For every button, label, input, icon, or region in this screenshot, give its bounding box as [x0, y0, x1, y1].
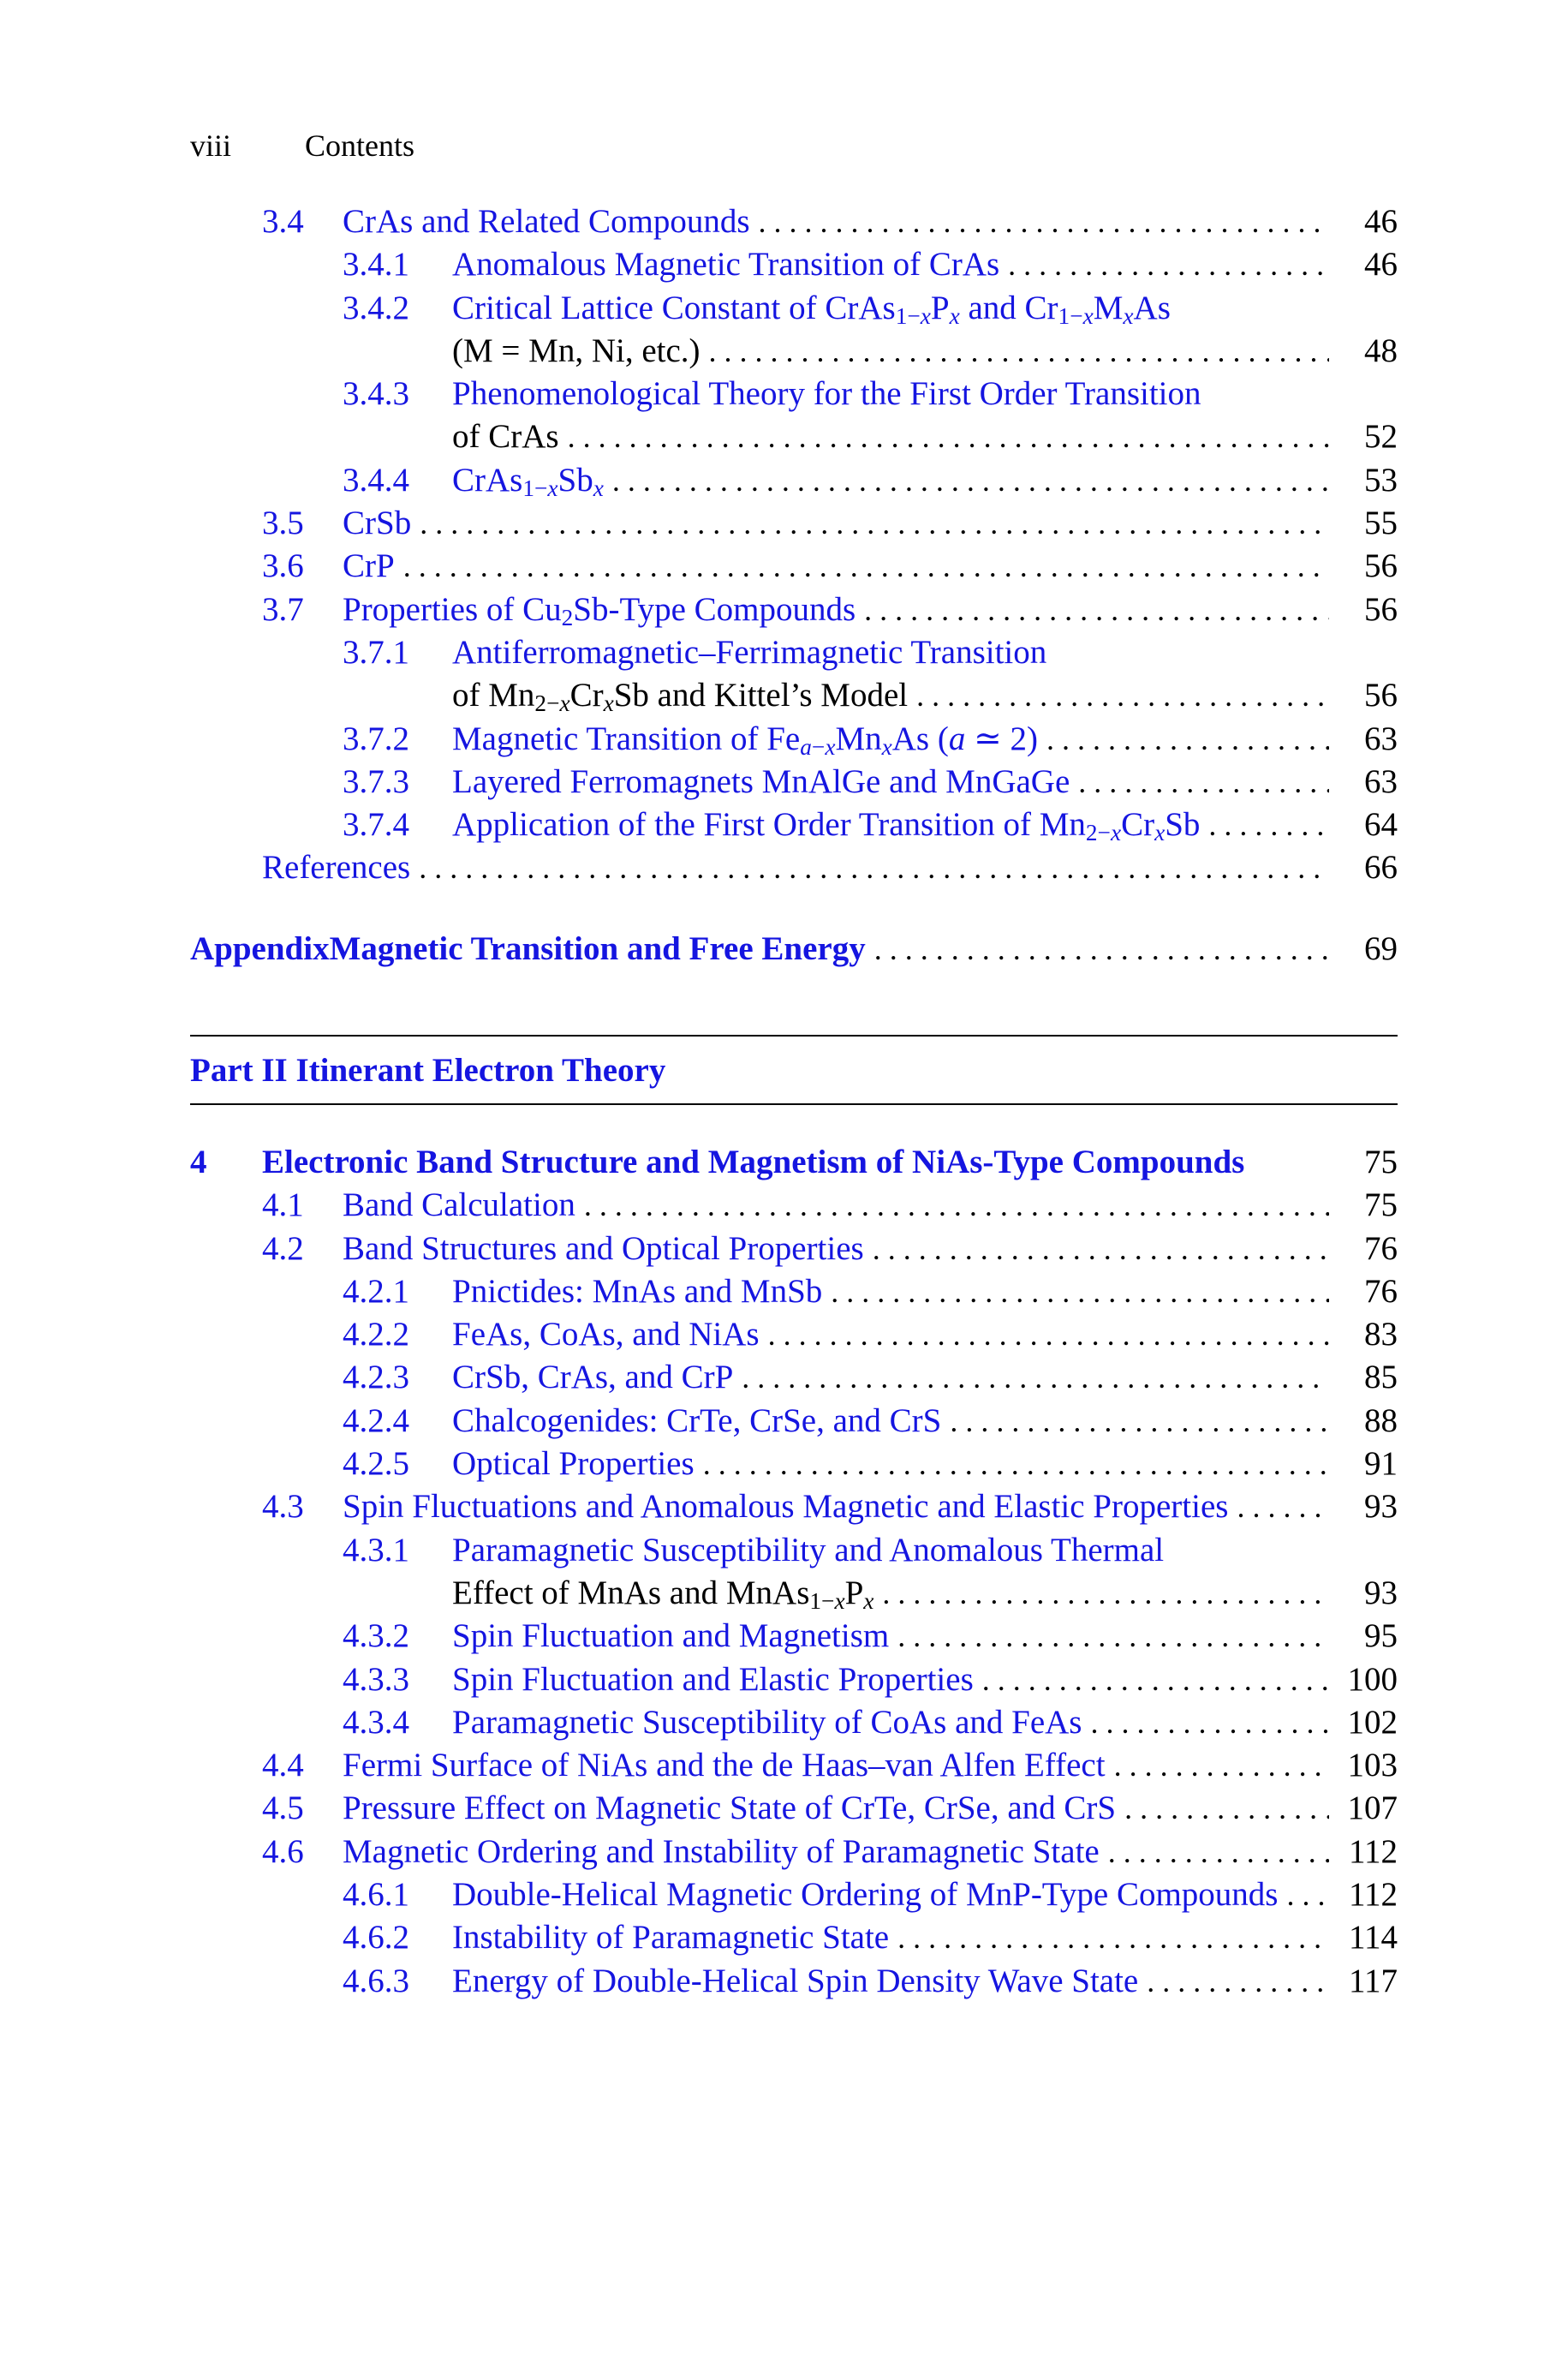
toc-entry-line [452, 1916, 1398, 1959]
leader-dots [1090, 1701, 1329, 1744]
toc-entry-page: 56 [1364, 590, 1398, 628]
toc-entry[interactable] [190, 1141, 1398, 1184]
leader-dots [1287, 1873, 1330, 1916]
toc-entry[interactable] [190, 846, 1398, 889]
toc-entry-line [452, 761, 1398, 804]
toc-entry-number: 4.6 [262, 1832, 304, 1870]
toc-entry-line [262, 846, 1398, 889]
toc-entry-title: Magnetic Transition of $Fe_{a-x}Mn_xAs$ (a ≃ 2) [452, 720, 1039, 760]
leader-dots [768, 1313, 1329, 1356]
toc-entry-line [452, 1701, 1398, 1744]
toc-entry-number: 3.7.1 [343, 633, 409, 671]
toc-entry-number: 3.4.4 [343, 461, 409, 499]
toc-entry-page: 102 [1347, 1703, 1398, 1741]
toc-entry-title: FeAs, CoAs, and NiAs [452, 1316, 760, 1353]
leader-dots [703, 1443, 1329, 1485]
leader-dots [709, 330, 1329, 373]
toc-entry[interactable] [190, 1313, 1398, 1356]
leader-dots [1008, 243, 1329, 286]
toc-entry-line [452, 1873, 1398, 1916]
toc-entry[interactable] [190, 1960, 1398, 2003]
toc-entry-number: 3.4.2 [343, 289, 409, 326]
appendix-title: Magnetic Transition and Free Energy [329, 930, 866, 967]
toc-entry[interactable] [190, 1228, 1398, 1270]
toc-entry-title: Instability of Paramagnetic State [452, 1919, 890, 1957]
toc-entry-title: Spin Fluctuations and Anomalous Magnetic and Elastic Properties [343, 1488, 1229, 1526]
leader-dots [982, 1658, 1329, 1701]
toc-entry-title: Effect of MnAs and $MnAs_{1-x}P_x$ [452, 1574, 874, 1614]
toc-entry[interactable] [190, 1443, 1398, 1485]
toc-entry-page: 93 [1364, 1574, 1398, 1611]
toc-entry[interactable] [190, 243, 1398, 286]
toc-entry-number: 3.7.4 [343, 806, 409, 844]
toc-entry-line [452, 243, 1398, 286]
toc-entry-number: 3.4.3 [343, 375, 409, 413]
toc-entry-line [452, 1400, 1398, 1443]
toc-entry[interactable] [190, 1184, 1398, 1227]
toc-entry[interactable] [190, 1831, 1398, 1873]
toc-entry[interactable] [190, 1658, 1398, 1701]
toc-entry-number: 3.7.3 [343, 762, 409, 800]
toc-entry[interactable] [190, 1400, 1398, 1443]
toc-entry-line [343, 1485, 1398, 1528]
toc-entry-line [452, 287, 1398, 330]
toc-entry-appendix[interactable] [190, 928, 1398, 971]
toc-entry[interactable] [190, 674, 1398, 717]
toc-entry-page: 114 [1348, 1919, 1398, 1957]
leader-dots [759, 200, 1329, 243]
leader-dots [873, 1228, 1329, 1270]
toc-entry-title: Critical Lattice Constant of $CrAs_{1-x}P_x$ and $Cr_{1-x}M_xAs$ [452, 289, 1171, 329]
leader-dots [1124, 1787, 1329, 1830]
toc-entry-title: of CrAs [452, 418, 559, 456]
toc-entry-page: 63 [1364, 720, 1398, 757]
toc-entry-number: 4.2.2 [343, 1316, 409, 1353]
toc-entry-page: 56 [1364, 547, 1398, 585]
toc-entry[interactable] [190, 373, 1398, 415]
toc-entry[interactable] [190, 330, 1398, 373]
toc-entry-title: Paramagnetic Susceptibility and Anomalous Thermal [452, 1531, 1165, 1568]
toc-entry-title: Anomalous Magnetic Transition of CrAs [452, 246, 1000, 284]
toc-entry-line [452, 1960, 1398, 2003]
toc-entry-page: 83 [1364, 1316, 1398, 1353]
toc-entry-number: 3.6 [262, 547, 304, 585]
leader-dots [584, 1184, 1329, 1227]
toc-entry-title: Spin Fluctuation and Elastic Properties [452, 1660, 974, 1698]
toc-entry-number: 4.1 [262, 1186, 304, 1224]
toc-entry-line [343, 1228, 1398, 1270]
toc-entry-title: Application of the First Order Transition of $Mn_{2-x}Cr_xSb$ [452, 806, 1201, 846]
toc-entry-line [452, 718, 1398, 761]
toc-entry-line [452, 459, 1398, 502]
toc-entry-title: Spin Fluctuation and Magnetism [452, 1617, 890, 1655]
appendix-page: 69 [1364, 930, 1398, 967]
leader-dots [1237, 1485, 1329, 1528]
toc-entry-page: 85 [1364, 1359, 1398, 1396]
toc-entry-line [452, 1270, 1398, 1313]
toc-entry[interactable] [190, 459, 1398, 502]
leader-dots [742, 1356, 1329, 1399]
toc-entry-title: Band Calculation [343, 1186, 575, 1224]
part-heading[interactable]: Part II Itinerant Electron Theory [190, 1052, 666, 1089]
toc-entry-page: 48 [1364, 332, 1398, 369]
toc-entry-line [452, 1572, 1398, 1615]
toc-entry-page: 75 [1364, 1186, 1398, 1224]
toc-entry-number: 4.3.3 [343, 1660, 409, 1698]
leader-dots [831, 1270, 1329, 1313]
toc-entry[interactable] [190, 1485, 1398, 1528]
toc-entry-page: 53 [1364, 461, 1398, 499]
toc-entry-page: 46 [1364, 246, 1398, 284]
toc-entry-line [343, 589, 1398, 631]
toc-entry-page: 88 [1364, 1401, 1398, 1439]
toc-entry-line [343, 1831, 1398, 1873]
toc-entry[interactable] [190, 287, 1398, 330]
toc-entry[interactable] [190, 545, 1398, 588]
toc-entry-title: CrAs and Related Compounds [343, 203, 750, 240]
toc-entry-title: CrSb, CrAs, and CrP [452, 1359, 734, 1396]
toc-entry-page: 100 [1347, 1660, 1398, 1698]
toc-entry[interactable] [190, 804, 1398, 846]
toc-entry-title: Layered Ferromagnets MnAlGe and MnGaGe [452, 762, 1070, 800]
leader-dots [864, 589, 1329, 631]
toc-entry[interactable] [190, 200, 1398, 243]
toc-entry-line [343, 1744, 1398, 1787]
toc-entry-number: 4.6.1 [343, 1876, 409, 1914]
running-head [190, 127, 414, 164]
toc-entry-title: Pnictides: MnAs and MnSb [452, 1272, 823, 1310]
toc-entry-line [452, 330, 1398, 373]
toc-entry-line [452, 373, 1398, 415]
leader-dots [1108, 1831, 1329, 1873]
toc-entry-page: 52 [1364, 418, 1398, 456]
toc-entry[interactable] [190, 761, 1398, 804]
toc-entry-line [452, 674, 1398, 717]
toc-entry-number: 4.2.5 [343, 1445, 409, 1483]
toc-entry[interactable] [190, 415, 1398, 458]
leader-dots [1046, 718, 1329, 761]
toc-entry-page: 107 [1347, 1789, 1398, 1827]
toc-entry-line [452, 631, 1398, 674]
toc-entry-page: 46 [1364, 203, 1398, 240]
toc-entry-title: Phenomenological Theory for the First Order Transition [452, 375, 1201, 413]
leader-dots [1078, 761, 1329, 804]
toc-entry-number: 3.4 [262, 203, 304, 240]
leader-dots [1208, 804, 1329, 846]
toc-entry-page: 112 [1348, 1876, 1398, 1914]
toc-entry-line [452, 1615, 1398, 1658]
leader-dots [1114, 1744, 1329, 1787]
leader-dots [1147, 1960, 1329, 2003]
toc-entry-number: 3.7.2 [343, 720, 409, 757]
toc-entry-number: 4.3 [262, 1488, 304, 1526]
toc-entry-page: 112 [1348, 1832, 1398, 1870]
toc-entry[interactable] [190, 1787, 1398, 1830]
toc-entry-page: 66 [1364, 849, 1398, 887]
toc-entry-title: CrSb [343, 505, 412, 542]
toc-entry-number: 4.6.3 [343, 1962, 409, 1999]
toc-entry-line [343, 502, 1398, 545]
toc-entry-page: 64 [1364, 806, 1398, 844]
toc-entry-title: Optical Properties [452, 1445, 695, 1483]
toc-entry[interactable] [190, 1615, 1398, 1658]
toc-entry-page: 76 [1364, 1229, 1398, 1267]
toc-entry-title: Properties of $Cu_2Sb$-Type Compounds [343, 590, 856, 630]
toc-entry-title: Paramagnetic Susceptibility of CoAs and FeAs [452, 1703, 1082, 1741]
toc-entry-line [452, 415, 1398, 458]
toc-entry-title: $CrAs_{1-x}Sb_x$ [452, 461, 604, 501]
toc-entry-title: Double-Helical Magnetic Ordering of MnP-Type Compounds [452, 1876, 1279, 1914]
toc-entry-number: 4 [190, 1144, 207, 1180]
toc-entry-line [343, 200, 1398, 243]
toc-entry-line [452, 1443, 1398, 1485]
leader-dots [419, 846, 1329, 889]
leader-dots [882, 1572, 1329, 1615]
toc-entry-title: Pressure Effect on Magnetic State of CrTe, CrSe, and CrS [343, 1789, 1117, 1827]
toc-entry-line [452, 1356, 1398, 1399]
running-title: Contents [305, 128, 415, 163]
toc-entry[interactable] [190, 1356, 1398, 1399]
toc-entry[interactable] [190, 1744, 1398, 1787]
leader-dots [612, 459, 1329, 502]
toc-entry-title: Chalcogenides: CrTe, CrSe, and CrS [452, 1401, 942, 1439]
toc-entry-number: 3.4.1 [343, 246, 409, 284]
toc-entry-title: Magnetic Ordering and Instability of Paramagnetic State [343, 1832, 1100, 1870]
leader-dots [950, 1400, 1329, 1443]
toc-entry-title: References [262, 849, 411, 887]
toc-entry[interactable] [190, 589, 1398, 631]
toc-entry-line [452, 804, 1398, 846]
toc-entry-line [452, 1313, 1398, 1356]
appendix-label: Appendix [190, 930, 330, 967]
toc-section-chapter-3 [190, 200, 1398, 890]
toc-entry-title: of $Mn_{2-x}Cr_xSb$ and Kittel’s Model [452, 677, 909, 717]
leader-dots [897, 1615, 1329, 1658]
toc-entry-number: 4.2 [262, 1229, 304, 1267]
toc-entry-number: 4.3.4 [343, 1703, 409, 1741]
toc-entry-number: 4.3.2 [343, 1617, 409, 1655]
toc-entry[interactable] [190, 1270, 1398, 1313]
toc-entry-line [343, 545, 1398, 588]
toc-entry-page: 91 [1364, 1445, 1398, 1483]
toc-entry-line [262, 1141, 1398, 1184]
toc-entry-page: 95 [1364, 1617, 1398, 1655]
toc-entry-title: CrP [343, 547, 395, 585]
toc-entry-line [343, 1184, 1398, 1227]
leader-dots [403, 545, 1329, 588]
toc-entry[interactable] [190, 718, 1398, 761]
toc-entry-number: 4.2.1 [343, 1272, 409, 1310]
toc-entry-page: 76 [1364, 1272, 1398, 1310]
toc-entry-number: 4.3.1 [343, 1531, 409, 1568]
toc-entry-page: 103 [1347, 1747, 1398, 1784]
part-rule-top [190, 1035, 1398, 1037]
toc-entry[interactable] [190, 1873, 1398, 1916]
toc-entry[interactable] [190, 631, 1398, 674]
toc-entry-page: 56 [1364, 677, 1398, 714]
toc-entry-page: 93 [1364, 1488, 1398, 1526]
toc-entry-number: 4.2.3 [343, 1359, 409, 1396]
toc-entry-line [452, 1529, 1398, 1572]
toc-entry-number: 4.6.2 [343, 1919, 409, 1957]
toc-entry[interactable] [190, 1572, 1398, 1615]
toc-entry-line [452, 1658, 1398, 1701]
toc-entry-title: Band Structures and Optical Properties [343, 1229, 864, 1267]
toc-entry-page: 63 [1364, 762, 1398, 800]
part-rule-bottom [190, 1103, 1398, 1105]
toc-entry-number: 3.5 [262, 505, 304, 542]
toc-entry[interactable] [190, 1916, 1398, 1959]
toc-entry-number: 3.7 [262, 590, 304, 628]
leader-dots [568, 415, 1329, 458]
leader-dots [897, 1916, 1329, 1959]
leader-dots [420, 502, 1329, 545]
toc-entry-title: Energy of Double-Helical Spin Density Wave State [452, 1962, 1139, 1999]
toc-entry-line [343, 1787, 1398, 1830]
toc-entry-page: 75 [1364, 1144, 1398, 1180]
toc-entry[interactable] [190, 502, 1398, 545]
leader-dots [916, 674, 1329, 717]
toc-entry-page: 55 [1364, 505, 1398, 542]
toc-entry-number: 4.4 [262, 1747, 304, 1784]
toc-entry-title: Electronic Band Structure and Magnetism of NiAs-Type Compounds [262, 1144, 1245, 1180]
toc-entry-page: 117 [1348, 1962, 1398, 1999]
toc-entry[interactable] [190, 1701, 1398, 1744]
toc-entry[interactable] [190, 1529, 1398, 1572]
toc-entry-number: 4.2.4 [343, 1401, 409, 1439]
leader-dots [874, 928, 1329, 971]
toc-section-chapter-4 [190, 1141, 1398, 2003]
toc-entry-title: Antiferromagnetic–Ferrimagnetic Transition [452, 633, 1047, 671]
toc-entry-title: (M = Mn, Ni, etc.) [452, 332, 701, 369]
page-folio: viii [190, 128, 232, 163]
toc-entry-number: 4.5 [262, 1789, 304, 1827]
toc-entry-title: Fermi Surface of NiAs and the de Haas–van Alfen Effect [343, 1747, 1106, 1784]
